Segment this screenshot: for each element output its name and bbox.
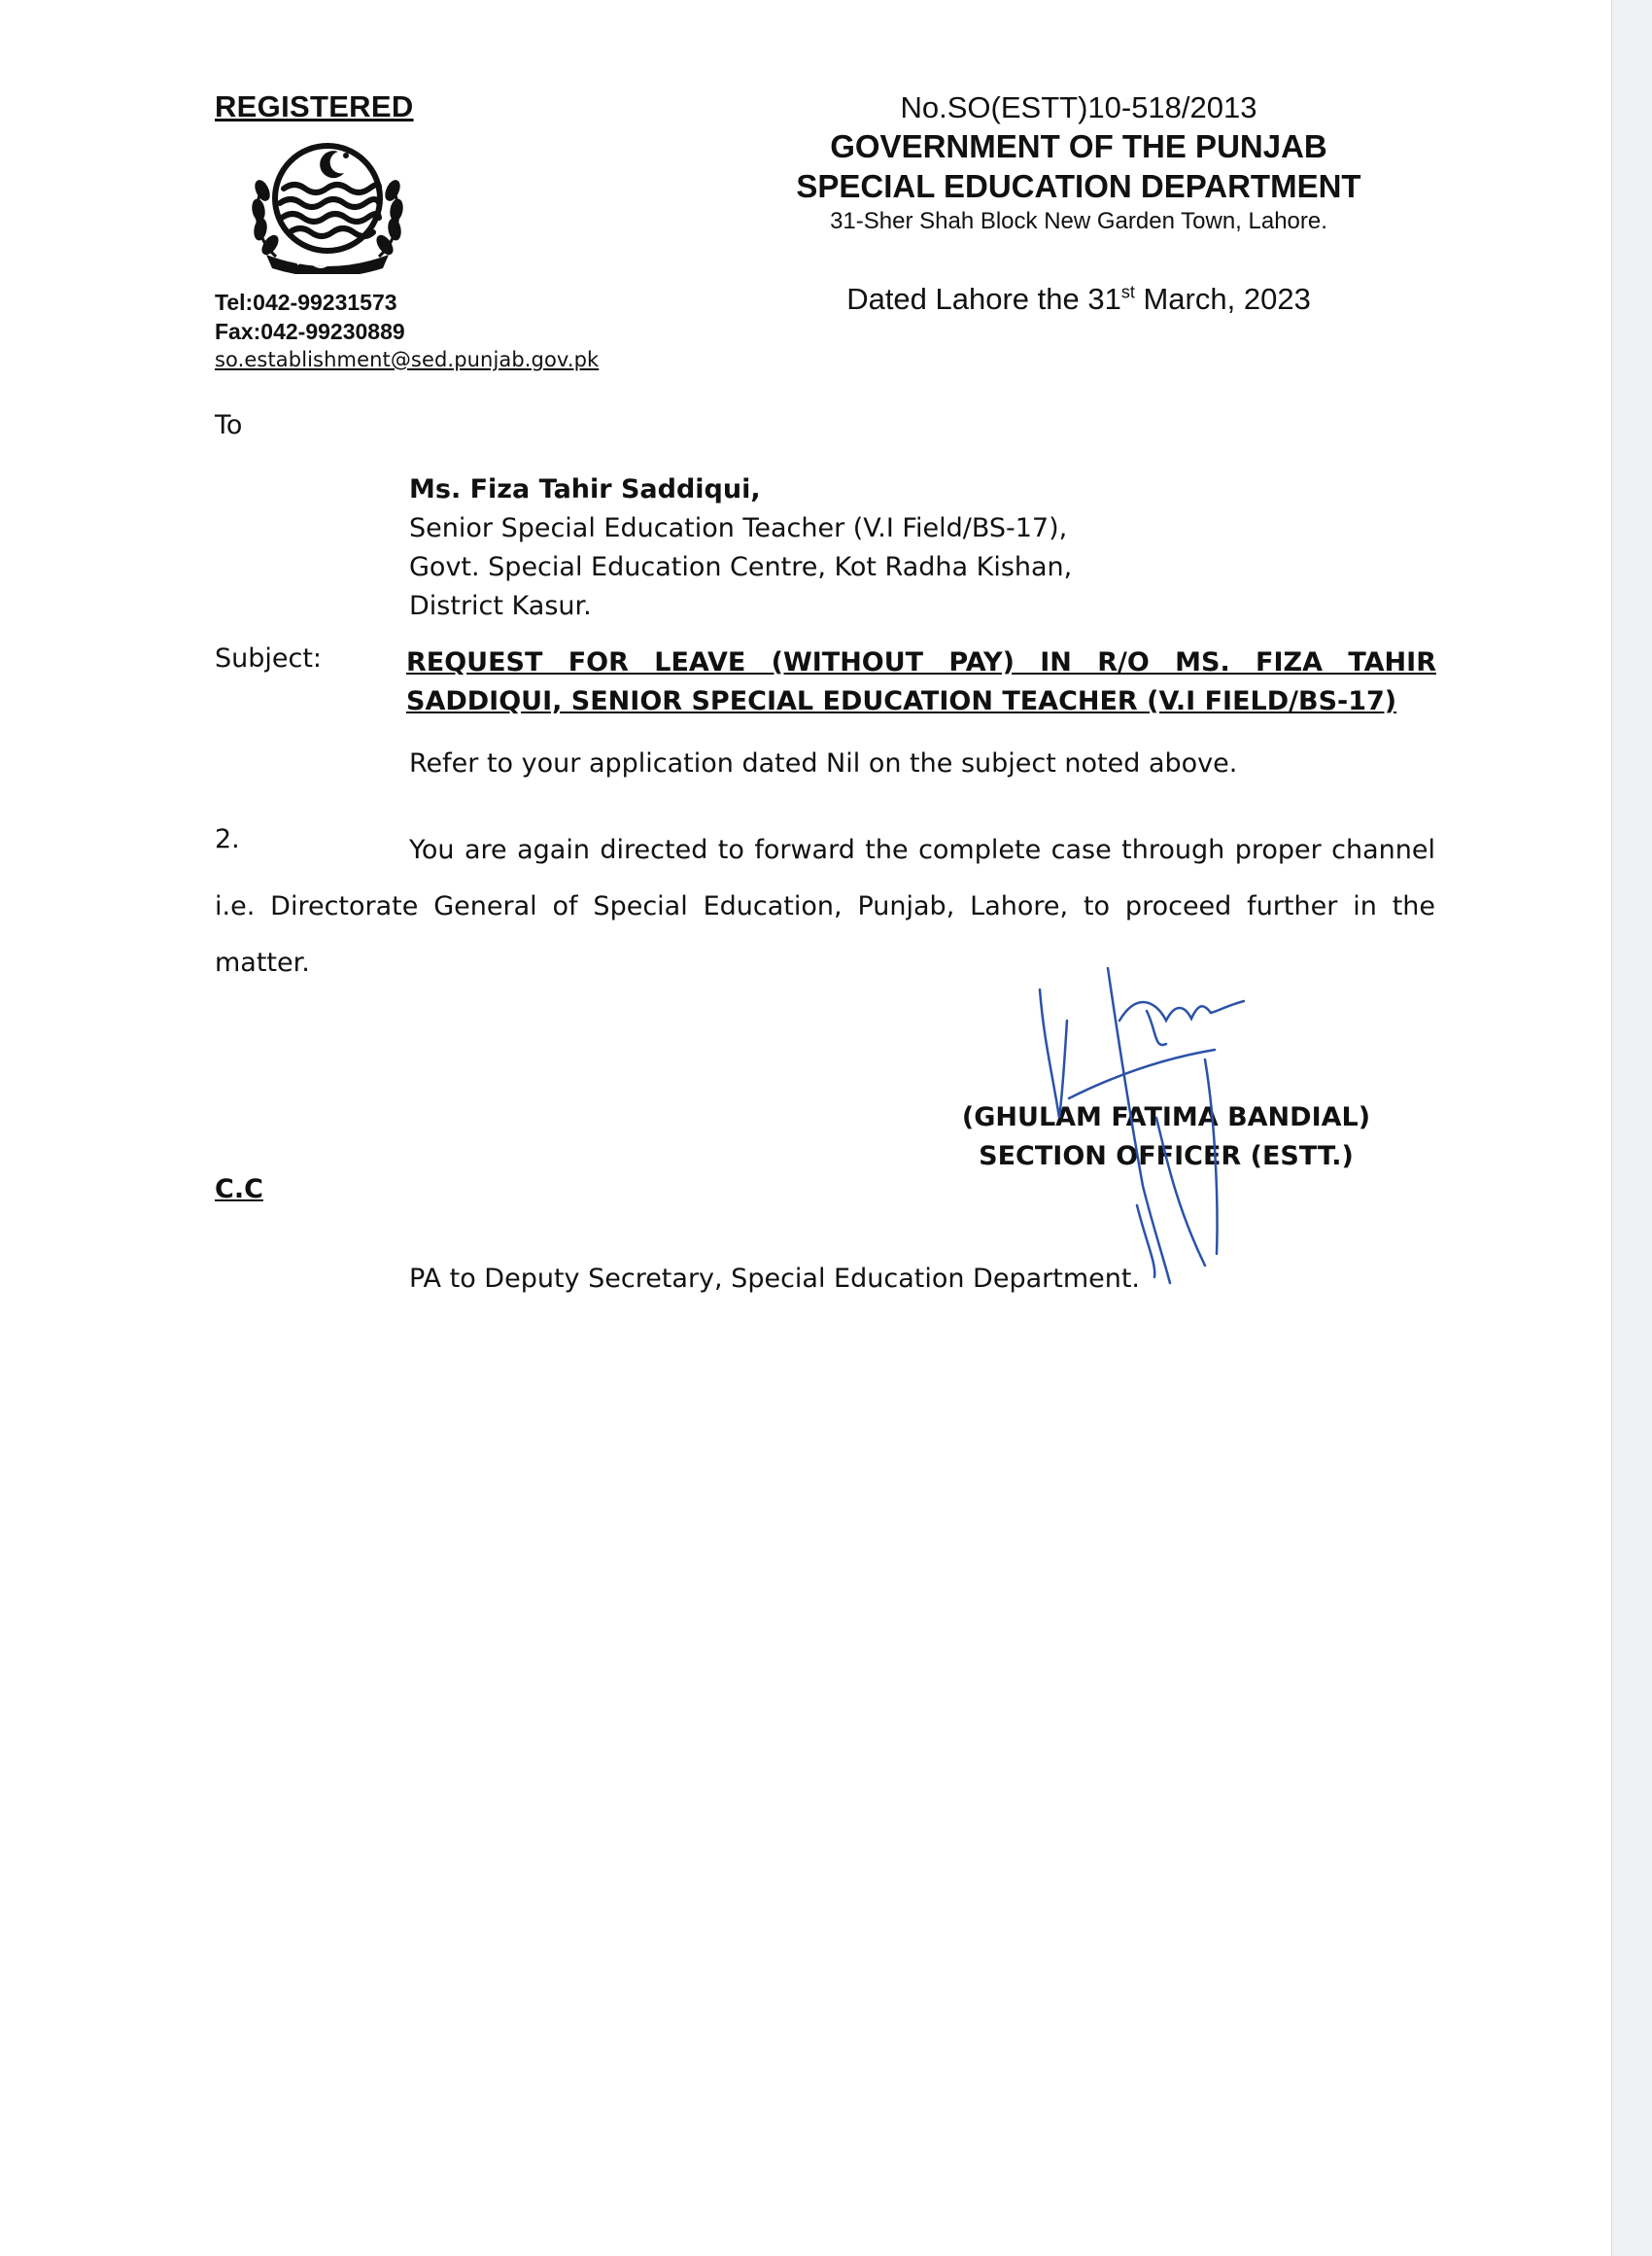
- signatory-title: SECTION OFFICER (ESTT.): [979, 1141, 1354, 1171]
- email-link[interactable]: so.establishment@sed.punjab.gov.pk: [215, 348, 600, 371]
- handwritten-signature-icon: [1011, 962, 1302, 1293]
- subject-text: REQUEST FOR LEAVE (WITHOUT PAY) IN R/O MS. FIZA TAHIR SADDIQUI, SENIOR SPECIAL EDUCATION TEACHER (V.I FIELD/BS-17): [406, 647, 1436, 716]
- department-name: SPECIAL EDUCATION DEPARTMENT: [796, 168, 1361, 204]
- recipient-office: Govt. Special Education Centre, Kot Radha Kishan,: [409, 552, 1073, 582]
- directive-paragraph: You are again directed to forward the complete case through proper channel i.e. Directorate General of Special Education, Punjab, Lahore, to proceed further in the matter.: [215, 835, 1435, 978]
- recipient-district: District Kasur.: [409, 591, 592, 621]
- letter-date: [719, 282, 1438, 317]
- punjab-government-crest-icon: [237, 132, 418, 274]
- letter-number: No.SO(ESTT)10-518/2013: [900, 90, 1257, 124]
- signatory-name: (GHULAM FATIMA BANDIAL): [961, 1102, 1371, 1132]
- paragraph-number: 2.: [215, 824, 240, 854]
- date-prefix: Dated Lahore the 31: [846, 282, 1121, 316]
- subject-label: Subject:: [215, 643, 323, 674]
- letterhead: [719, 89, 1438, 237]
- telephone-number: Tel:042-99231573: [215, 290, 397, 315]
- recipient-designation: Senior Special Education Teacher (V.I Field/BS-17),: [409, 513, 1068, 543]
- cc-recipient: PA to Deputy Secretary, Special Education Department.: [409, 1264, 1141, 1294]
- contact-block: [215, 288, 405, 346]
- department-address: 31-Sher Shah Block New Garden Town, Lahore.: [830, 208, 1327, 234]
- registered-label: REGISTERED: [215, 89, 414, 123]
- date-ordinal: st: [1120, 282, 1135, 302]
- recipient-name: Ms. Fiza Tahir Saddiqui,: [409, 474, 761, 504]
- reference-paragraph: Refer to your application dated Nil on the subject noted above.: [409, 748, 1238, 779]
- government-name: GOVERNMENT OF THE PUNJAB: [830, 128, 1327, 164]
- cc-label: C.C: [215, 1174, 263, 1204]
- recipient-address: [409, 470, 1072, 626]
- fax-number: Fax:042-99230889: [215, 319, 405, 344]
- to-label: To: [215, 410, 243, 440]
- date-suffix: March, 2023: [1134, 282, 1311, 316]
